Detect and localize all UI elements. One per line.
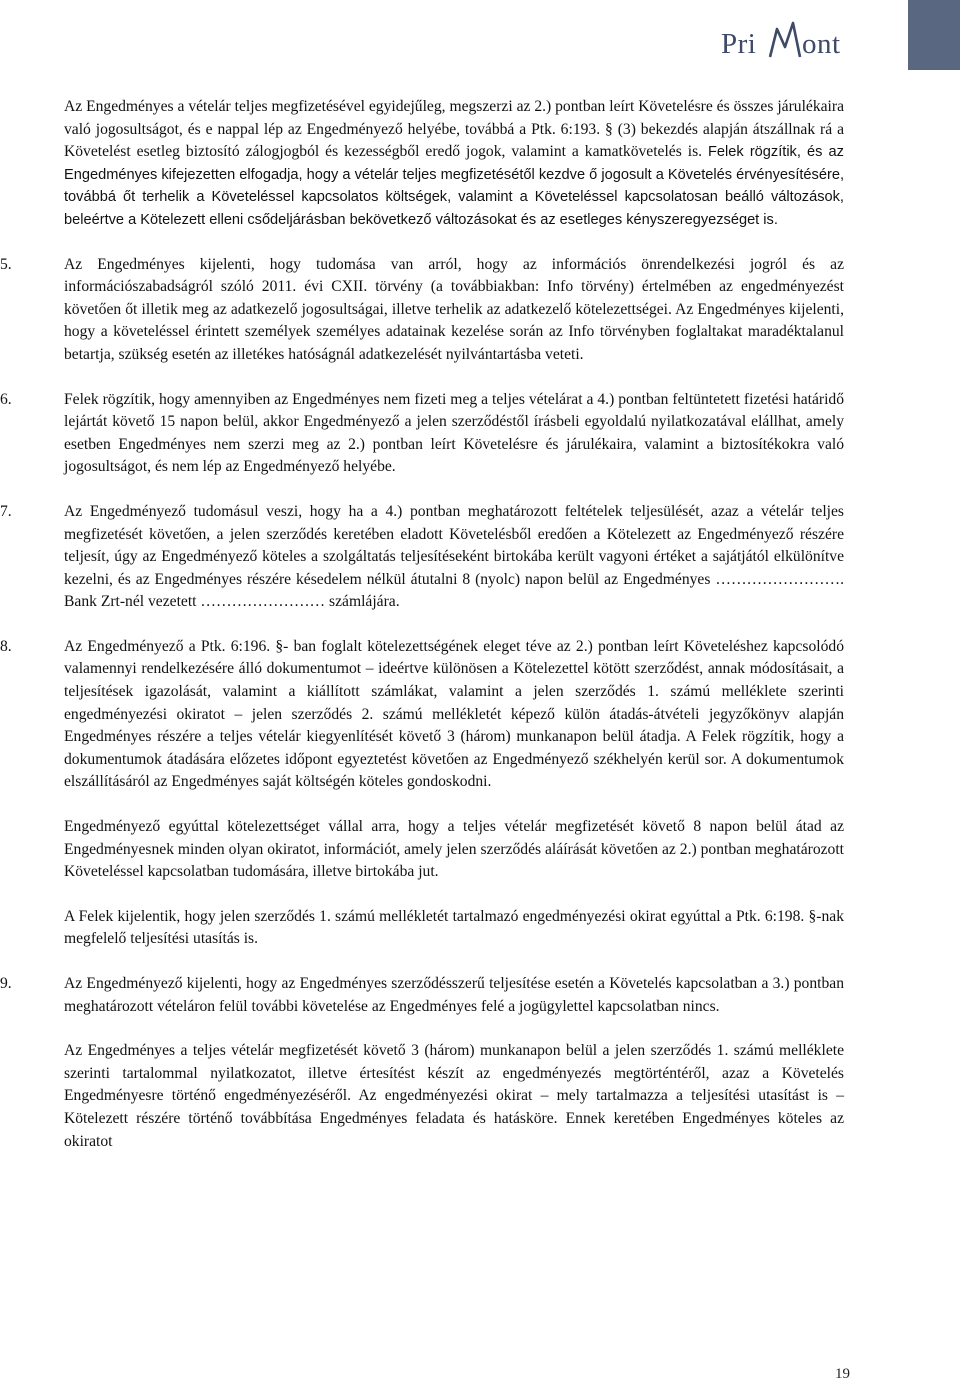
intro-text-sans: Felek rögzítik, és az Engedményes kifejezetten elfogadja, hogy a vételár teljes megfizetésétől kezdve ő jogosult a Követelés érvényesítésére, továbbá őt terhelik a Követeléssel kapcsolatos költségek, valamint a Követeléssel kapcsolatosan beálló változások, beleértve a Kötelezett elleni csődeljárásban bekövetkező változásokat és az esetleges kényszeregyezséget is. [64, 144, 844, 228]
clause-number: 5. [0, 255, 12, 273]
clause-number: 7. [0, 502, 12, 520]
logo-text-pri: Pri [721, 28, 757, 60]
logo-text-ont: ont [802, 28, 841, 60]
clause-text: Az Engedményező a Ptk. 6:196. §- ban foglalt kötelezettségének eleget téve az 2.) pontban leírt Követeléshez kapcsolódó valamennyi rendelkezésére álló dokumentumot – ideértve különösen a Kötelezettel kötött szerződést, annak módosításait, a teljesítések igazolását, valamint a kiállított számlákat, valamint a jelen szerződés 1. számú melléklete szerinti engedményezési okiratot – jelen szerződés 2. számú mellékletét képező külön átadás-átvételi jegyzőkönyv alapján Engedményes részére a teljes vételár kiegyenlítését követő 3 (három) munkanapon belül átadja. A Felek rögzítik, hogy a dokumentumok átadására előzetes időpont egyeztetést követően az Engedményező székhelyén kerül sor. A dokumentumok elszállításáról az Engedményes saját költségén köteles gondoskodni. [64, 637, 844, 791]
clause-9-paragraph-2: Az Engedményes a teljes vételár megfizetését követő 3 (három) munkanapon belül a jelen szerződés 1. számú melléklete szerinti tartalommal nyilatkozatot, illetve értesítést készít az engedményezés megtörténtéről, azaz a Követelés Engedményesre történő engedményezéséről. Az engedményezési okirat – mely tartalmazza a teljesítési utasítást is – Kötelezett részére történő továbbítása Engedményes feladata és hatásköre. Ennek keretében Engedményes köteles az okiratot [64, 1042, 844, 1150]
clause-text: Felek rögzítik, hogy amennyiben az Engedményes nem fizeti meg a teljes vételárat a 4.) pontban feltüntetett fizetési határidő lejártát követő 15 napon belül, akkor Engedményező a jelen szerződéstől írásbeli egyoldalú nyilatkozatával elállhat, amely esetben Engedményes nem szerzi meg az 2.) pontban leírt Követelésre és járulékaira, valamint a biztosítékokra való jogosultságot, és nem lép az Engedményező helyébe. [64, 390, 844, 476]
logo-m-mark-icon [768, 19, 802, 59]
clause-number: 8. [0, 637, 12, 655]
clause-text: Az Engedményező tudomásul veszi, hogy ha a 4.) pontban meghatározott feltételek teljesülését, azaz a vételár teljes megfizetését követően, a jelen szerződés keretében eladott Követelésből eredően a Kötelezett az Engedményező részére teljesít, úgy az Engedményező köteles a szolgáltatás teljesítéseként birtokába került vagyoni értéket a sajátjától elkülönítve kezelni, és az Engedményes részére késedelem nélkül átutalni 8 (nyolc) napon belül az Engedményes ……………………. Bank Zrt-nél vezetett …………………… számlájára. [64, 502, 844, 611]
corner-tab [908, 0, 960, 70]
clause-text: Az Engedményező kijelenti, hogy az Engedményes szerződésszerű teljesítése esetén a Követelés kapcsolatban a 3.) pontban meghatározott vételáron felül további követelése az Engedményes felé a jogügylettel kapcsolatban nincs. [64, 975, 844, 1015]
document-body [0, 96, 844, 1153]
intro-text-serif: Az Engedményes a vételár teljes megfizetésével egyidejűleg, megszerzi az 2.) pontban leírt Követelésre és összes járulékaira való jogosultságot, és e nappal lép az Engedményező helyébe, továbbá a Ptk. 6:193. § (3) bekezdés alapján átszállnak rá a Követelést esetleg biztosító zálogjogból és kezességből eredő jogok, valamint a kamatkövetelés is. [64, 98, 844, 161]
clause-8-paragraph-2: Engedményező egyúttal kötelezettséget vállal arra, hogy a teljes vételár megfizetését követő 8 napon belül átad az Engedményesnek minden olyan okiratot, információt, amely jelen szerződés aláírását követően az 2.) pontban meghatározott Követeléssel kapcsolatban tudomására, illetve birtokába jut. [64, 818, 844, 881]
clause-8 [0, 636, 844, 794]
clause-5 [0, 254, 844, 367]
clause-9 [0, 973, 844, 1018]
company-logo [720, 20, 860, 62]
clause-number: 6. [0, 390, 12, 408]
clause-6 [0, 389, 844, 479]
clause-number: 9. [0, 975, 12, 992]
intro-paragraph [64, 96, 844, 232]
clause-7 [0, 501, 844, 614]
page-number: 19 [835, 1366, 850, 1382]
clause-text: Az Engedményes kijelenti, hogy tudomása van arról, hogy az információs önrendelkezési jogról és az információszabadságról szóló 2011. évi CXII. törvény (a továbbiakban: Info törvény) értelmében az engedményezést követően őt illetik meg az adatkezelő jogosultságai, illetve terhelik az adatkezelő kötelezettségei. Az Engedményes kijelenti, hogy a követeléssel érintett személyek személyes adatainak kezelése során az Info törvényben foglaltakat maradéktalanul betartja, szükség esetén az illetékes hatóságnál adatkezelését nyilvántartásba veteti. [64, 255, 844, 363]
clause-8-paragraph-3: A Felek kijelentik, hogy jelen szerződés 1. számú mellékletét tartalmazó engedményezési okirat egyúttal a Ptk. 6:198. §-nak megfelelő teljesítési utasítás is. [64, 907, 844, 948]
